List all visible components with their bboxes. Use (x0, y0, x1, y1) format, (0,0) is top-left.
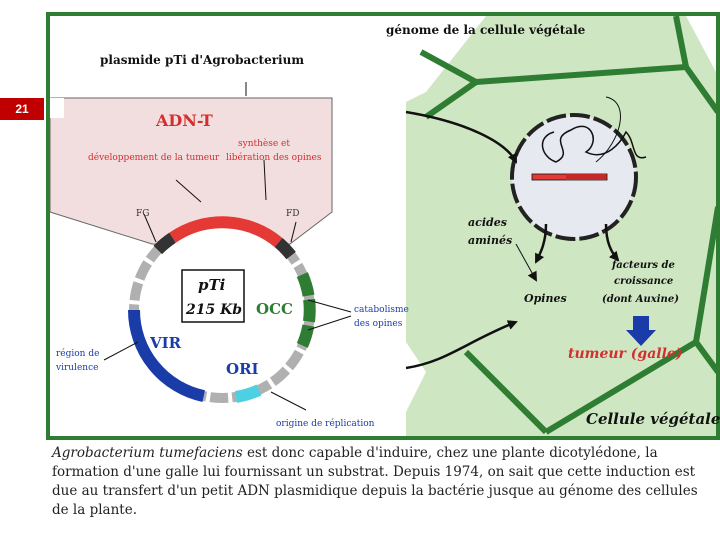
opine-synthesis-label-1: synthèse et (238, 139, 290, 149)
tumour-development-label: développement de la tumeur (88, 153, 220, 163)
occ-label: OCC (256, 300, 293, 318)
catabolism-label-1: catabolisme (354, 305, 409, 315)
opine-synthesis-label-2: libération des opines (226, 153, 322, 163)
growth-factors-label-3: (dont Auxine) (602, 294, 679, 305)
plant-cell-label: Cellule végétale (586, 410, 720, 428)
opines-label: Opines (524, 292, 567, 305)
growth-factors-label-2: croissance (614, 276, 674, 287)
genome-title: génome de la cellule végétale (386, 23, 586, 37)
caption-species: Agrobacterium tumefaciens (52, 445, 243, 461)
caption-text: est donc capable d'induire, chez une plante dicotylédone, la formation d'une galle lui fournissant un substrat. Depuis 1974, on sait que cette induction est due au transfert d'un petit ADN plasmidique depuis la bactérie jusque au génome des cellules de la plante. (52, 445, 698, 518)
pti-size-label: 215 Kb (186, 302, 243, 318)
slide-number-badge: 21 (0, 98, 44, 120)
pti-plasmid-diagram (46, 12, 720, 440)
plasmid-title: plasmide pTi d'Agrobacterium (100, 53, 305, 67)
amino-acids-label-1: acides (468, 216, 507, 229)
adnt-label: ADN-T (156, 111, 213, 130)
virulence-label-2: virulence (56, 363, 99, 373)
growth-factors-label-1: facteurs de (612, 260, 675, 271)
pti-label: pTi (198, 276, 226, 294)
tumour-label: tumeur (galle) (568, 346, 683, 362)
amino-acids-label-2: aminés (468, 234, 513, 247)
fg-label: FG (136, 209, 150, 219)
origin-label: origine de réplication (276, 419, 375, 429)
caption (52, 444, 714, 520)
virulence-label-1: région de (56, 349, 100, 359)
fd-label: FD (286, 209, 300, 219)
vir-label: VIR (150, 334, 182, 352)
ori-label: ORI (226, 360, 259, 378)
catabolism-label-2: des opines (354, 319, 403, 329)
